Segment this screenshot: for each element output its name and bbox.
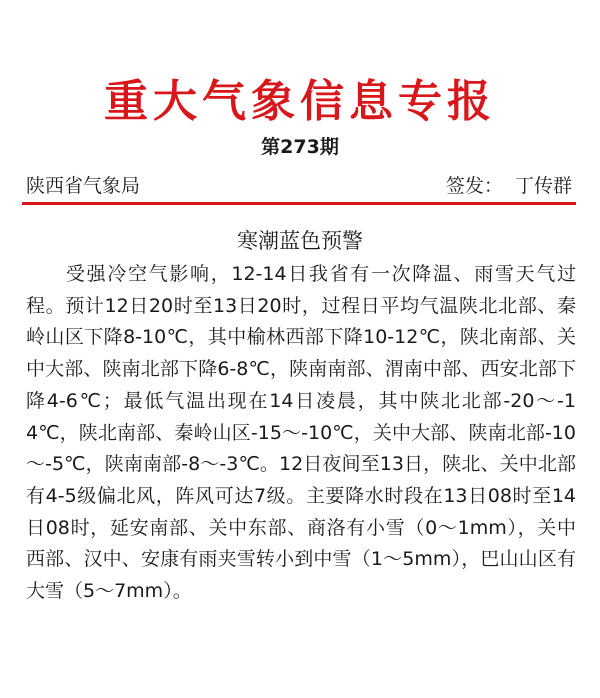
header-divider — [22, 202, 576, 205]
warning-title: 寒潮蓝色预警 — [237, 229, 363, 253]
issuing-bureau: 陕西省气象局 — [26, 175, 141, 197]
signer: 签发： 丁传群 — [445, 175, 572, 197]
report-title: 重大气象信息专报 — [104, 76, 496, 127]
issue-number: 第273期 — [261, 136, 339, 158]
warning-body: 受强冷空气影响，12-14日我省有一次降温、雨雪天气过程。预计12日20时至13日20时，过程日平均气温陕北北部、秦岭山区下降8-10℃，其中榆林西部下降10-12℃，陕北南部、关中大部、陕南北部下降6-8℃，陕南南部、渭南中部、西安北部下降4-6℃；最低气温出现在14日凌晨，其中陕北北部-20～-14℃，陕北南部、秦岭山区-15～-10℃，关中大部、陕南北部-10～-5℃，陕南南部-8～-3℃。12日夜间至13日，陕北、关中北部有4-5级偏北风，阵风可达7级。主要降水时段在13日08时至14日08时，延安南部、关中东部、商洛有小雪（0～1mm），关中西部、汉中、安康有雨夹雪转小到中雪（1～5mm），巴山山区有大雪（5～7mm）。 — [26, 263, 576, 603]
report-header-row — [26, 174, 572, 198]
